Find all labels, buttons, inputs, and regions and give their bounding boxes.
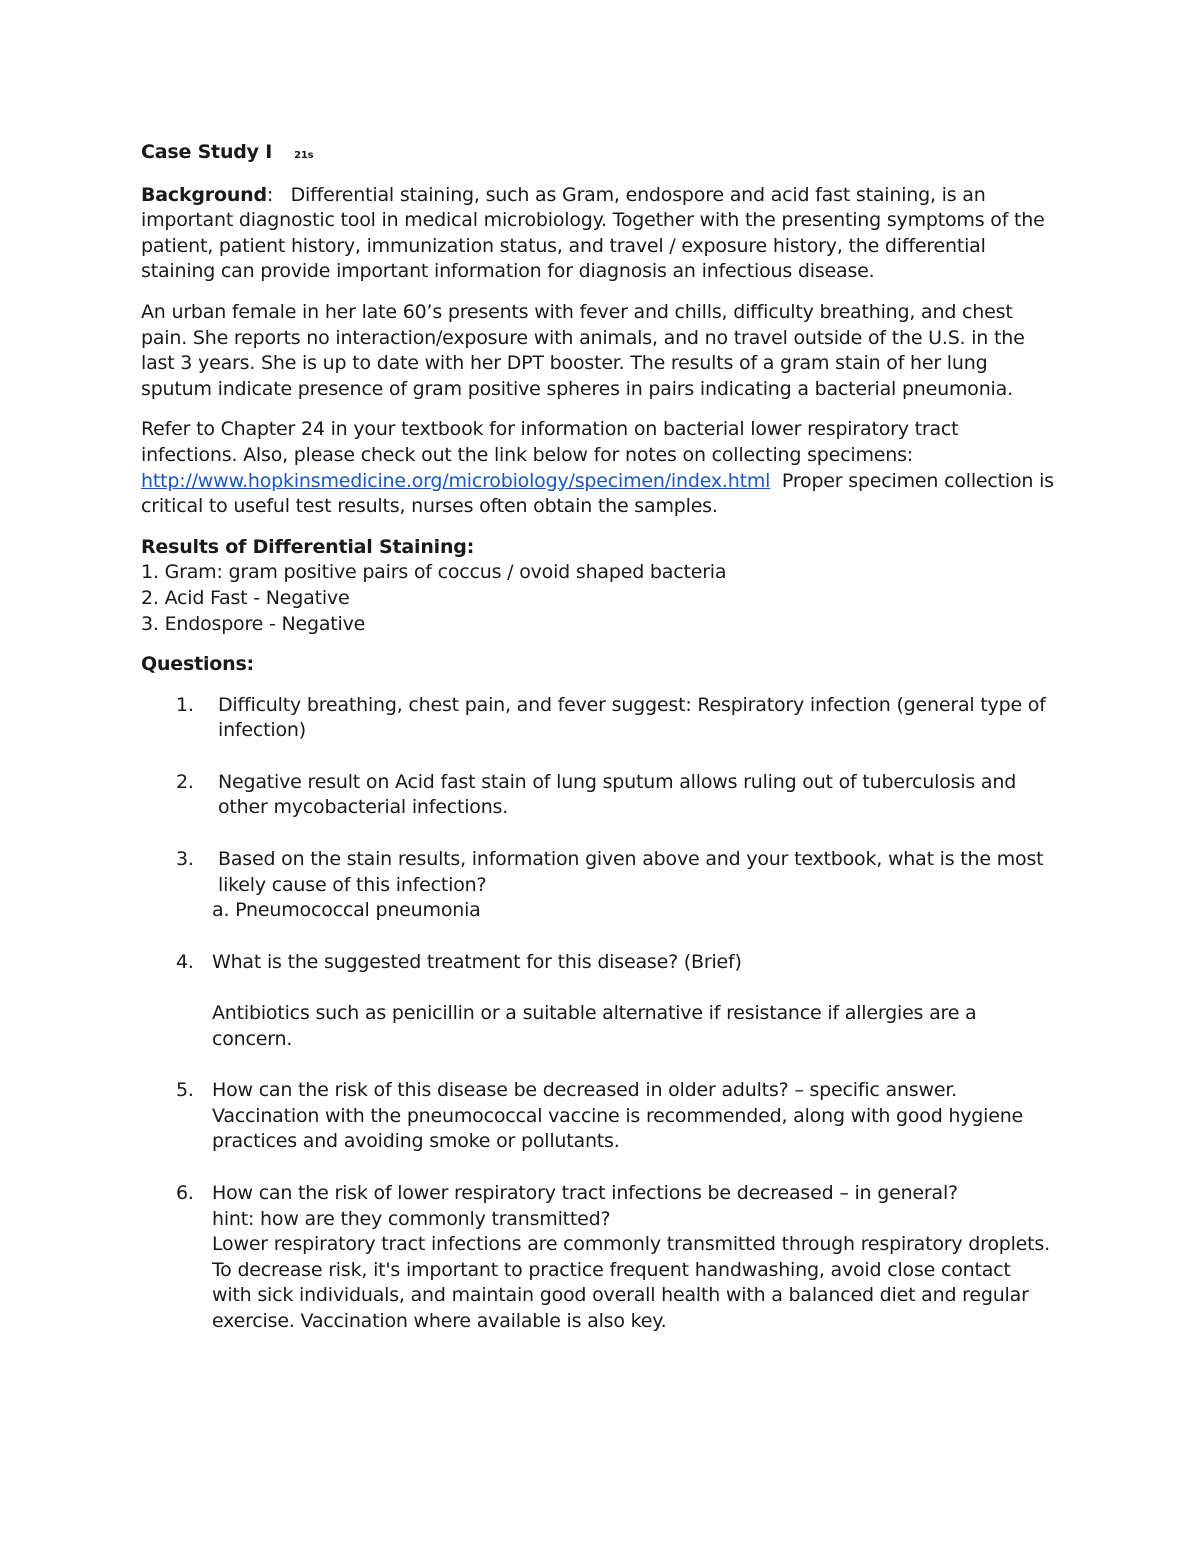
- background-text: Differential staining, such as Gram, endospore and acid fast staining, is an important diagnostic tool in medical microbiology. Together with the presenting symptoms of the patient, patient history, immunization status, and travel / exposure history, the differential staining can provide important information for diagnosis an infectious disease.: [141, 183, 1045, 283]
- question-text: Based on the stain results, information given above and your textbook, what is the most likely cause of this infection?: [218, 848, 1044, 896]
- question-answer: Antibiotics such as penicillin or a suitable alternative if resistance if allergies are a concern.: [212, 1002, 977, 1050]
- question-text: How can the risk of lower respiratory tract infections be decreased – in general?: [212, 1182, 958, 1204]
- questions-heading: Questions:: [141, 653, 254, 676]
- case-paragraph: An urban female in her late 60’s presents with fever and chills, difficulty breathing, and chest pain. She reports no interaction/exposure with animals, and no travel outside of the U.S. in the last 3 years. She is up to date with her DPT booster. The results of a gram stain of her lung sputum indicate presence of gram positive spheres in pairs indicating a bacterial pneumonia.: [141, 300, 1025, 400]
- question-answer: Vaccination with the pneumococcal vaccine is recommended, along with good hygiene practices and avoiding smoke or pollutants.: [212, 1104, 1024, 1153]
- question-number: 1.: [176, 693, 194, 716]
- question-item: [141, 1078, 1056, 1155]
- results-list: [141, 560, 1056, 637]
- questions-list: [141, 693, 1056, 1335]
- document-page: [141, 140, 1056, 1361]
- question-item: [141, 770, 1056, 821]
- refer-paragraph: [141, 417, 1056, 519]
- question-text: What is the suggested treatment for this disease? (Brief): [212, 950, 742, 973]
- case-title-main: Case Study I: [141, 141, 273, 163]
- background-label-suffix: :: [266, 183, 274, 206]
- question-item: [141, 693, 1056, 744]
- question-number: 3.: [176, 848, 194, 871]
- question-number: 4.: [176, 950, 194, 973]
- question-text: Difficulty breathing, chest pain, and fever suggest: Respiratory infection (general type of infection): [218, 693, 1046, 742]
- question-answer: a. Pneumococcal pneumonia: [212, 899, 481, 922]
- question-text: Negative result on Acid fast stain of lung sputum allows ruling out of tuberculosis and other mycobacterial infections.: [218, 770, 1017, 819]
- spacer: [212, 975, 1056, 1001]
- refer-text-before: Refer to Chapter 24 in your textbook for information on bacterial lower respiratory tract infections. Also, please check out the link below for notes on collecting specimens:: [141, 418, 959, 466]
- question-number: 6.: [176, 1182, 194, 1204]
- case-title: [141, 140, 1056, 169]
- refer-text-after: Proper specimen collection is critical to useful test results, nurses often obtain the samples.: [141, 469, 1054, 518]
- question-number: 5.: [176, 1079, 194, 1102]
- result-item-gram: 1. Gram: gram positive pairs of coccus / ovoid shaped bacteria: [141, 561, 727, 584]
- specimen-link[interactable]: http://www.hopkinsmedicine.org/microbiology/specimen/index.html: [141, 469, 771, 492]
- question-item: [141, 1181, 1056, 1335]
- question-item: [141, 847, 1056, 924]
- question-number: 2.: [176, 770, 194, 793]
- background-paragraph: [141, 183, 1056, 285]
- result-item-endospore: 3. Endospore - Negative: [141, 612, 366, 635]
- result-item-acid-fast: 2. Acid Fast - Negative: [141, 586, 350, 609]
- case-title-sub: 21s: [294, 150, 314, 161]
- question-hint: hint: how are they commonly transmitted?: [212, 1207, 611, 1230]
- question-text: How can the risk of this disease be decreased in older adults? – specific answer.: [212, 1079, 958, 1102]
- results-heading: Results of Differential Staining:: [141, 535, 475, 558]
- question-answer: Lower respiratory tract infections are commonly transmitted through respiratory droplets. To decrease risk, it's important to practice frequent handwashing, avoid close contact with sick individuals, and maintain good overall health with a balanced diet and regular exercise. Vaccination where available is also key.: [212, 1233, 1050, 1332]
- background-label: Background: [141, 183, 267, 206]
- question-item: [141, 950, 1056, 1052]
